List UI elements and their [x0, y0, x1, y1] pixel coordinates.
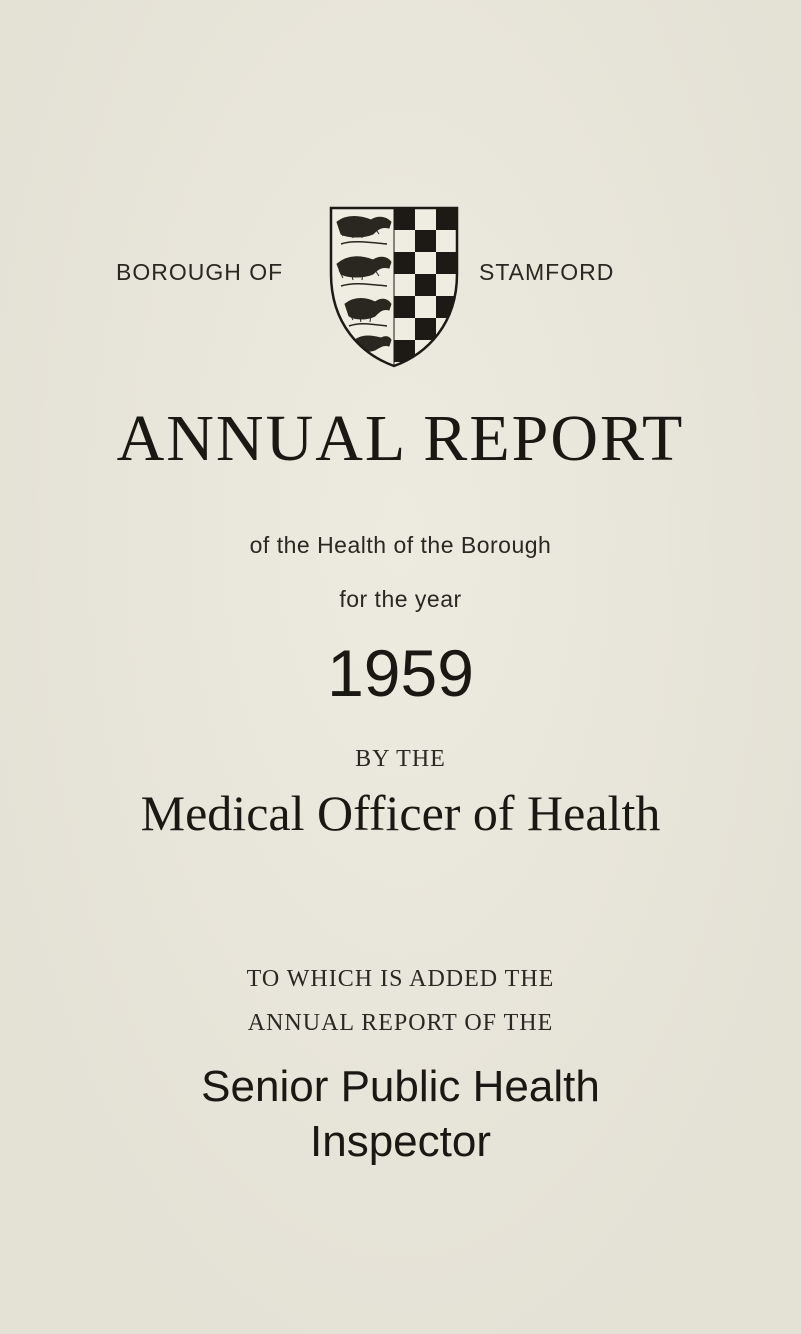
by-the-label: BY THE: [355, 746, 446, 772]
subtitle-health-of-borough: of the Health of the Borough: [249, 532, 552, 558]
borough-of-label: BOROUGH OF: [116, 259, 284, 285]
borough-crest-icon: [327, 204, 461, 370]
stamford-label: STAMFORD: [479, 259, 615, 285]
report-title: ANNUAL REPORT: [116, 402, 685, 475]
subtitle-for-the-year: for the year: [339, 586, 462, 612]
report-year: 1959: [327, 636, 474, 710]
secondary-author-line-1: Senior Public Health: [201, 1062, 600, 1111]
added-report-line-2: ANNUAL REPORT OF THE: [247, 1010, 554, 1036]
secondary-author-line-2: Inspector: [310, 1117, 491, 1166]
author-medical-officer: Medical Officer of Health: [140, 785, 661, 841]
added-report-line-1: TO WHICH IS ADDED THE: [246, 966, 555, 992]
